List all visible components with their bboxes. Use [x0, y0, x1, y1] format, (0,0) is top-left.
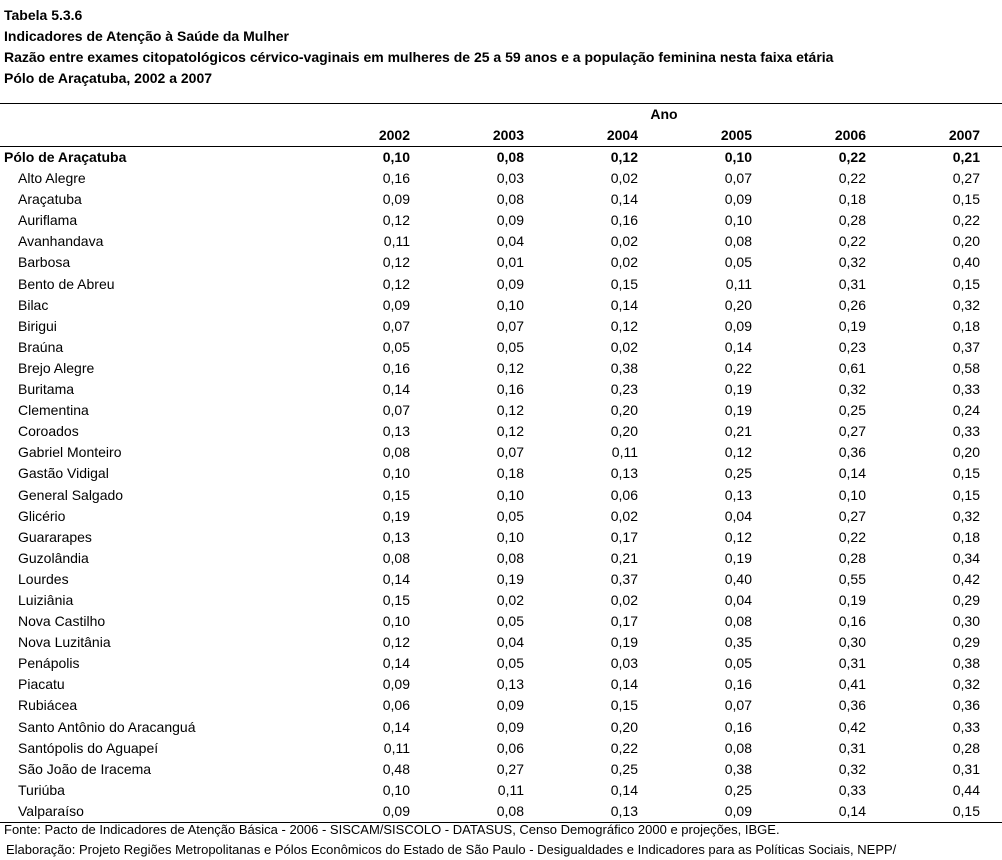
table-cell: 0,14 — [610, 676, 638, 693]
table-cell: 0,22 — [838, 149, 866, 165]
table-row — [0, 231, 1002, 252]
table-cell: 0,09 — [496, 718, 524, 735]
table-cell: 0,16 — [496, 381, 524, 398]
table-row — [0, 274, 1002, 295]
row-label: Clementina — [18, 402, 89, 419]
table-cell: 0,03 — [610, 655, 638, 672]
table-cell: 0,04 — [496, 233, 524, 250]
table-cell: 0,61 — [838, 359, 866, 376]
table-cell: 0,12 — [724, 444, 752, 461]
table-region-period: Pólo de Araçatuba, 2002 a 2007 — [4, 70, 213, 86]
table-cell: 0,24 — [952, 402, 980, 419]
table-cell: 0,42 — [838, 718, 866, 735]
table-title: Indicadores de Atenção à Saúde da Mulher — [4, 28, 289, 44]
table-cell: 0,04 — [724, 507, 752, 524]
table-cell: 0,28 — [838, 212, 866, 229]
table-cell: 0,27 — [838, 507, 866, 524]
table-cell: 0,30 — [838, 634, 866, 651]
table-cell: 0,11 — [383, 233, 410, 250]
row-label: São João de Iracema — [18, 760, 152, 777]
table-cell: 0,21 — [610, 549, 638, 566]
table-cell: 0,12 — [496, 402, 524, 419]
table-row — [0, 590, 1002, 611]
table-cell: 0,18 — [952, 528, 980, 545]
table-cell: 0,38 — [724, 760, 752, 777]
table-cell: 0,11 — [497, 781, 524, 798]
table-cell: 0,13 — [724, 486, 752, 503]
table-cell: 0,11 — [611, 444, 638, 461]
table-cell: 0,40 — [724, 570, 752, 587]
table-cell: 0,18 — [496, 465, 524, 482]
table-row — [0, 569, 1002, 590]
table-cell: 0,12 — [382, 212, 410, 229]
table-cell: 0,08 — [724, 233, 752, 250]
table-row — [0, 527, 1002, 548]
table-cell: 0,33 — [838, 781, 866, 798]
row-label: Avanhandava — [18, 233, 104, 250]
table-cell: 0,15 — [382, 486, 410, 503]
table-cell: 0,12 — [610, 317, 638, 334]
table-cell: 0,12 — [724, 528, 752, 545]
table-cell: 0,19 — [496, 570, 524, 587]
table-cell: 0,10 — [838, 486, 866, 503]
table-cell: 0,19 — [724, 549, 752, 566]
table-cell: 0,09 — [496, 275, 524, 292]
table-cell: 0,21 — [952, 149, 980, 165]
year-group-label: Ano — [650, 106, 678, 122]
year-header-row — [0, 124, 1002, 147]
table-cell: 0,19 — [838, 591, 866, 608]
table-cell: 0,08 — [724, 739, 752, 756]
row-label: Bilac — [18, 296, 49, 313]
table-cell: 0,32 — [952, 507, 980, 524]
table-row — [0, 442, 1002, 463]
table-cell: 0,05 — [496, 507, 524, 524]
row-label: Lourdes — [18, 570, 69, 587]
row-label: Gastão Vidigal — [18, 465, 109, 482]
table-row — [0, 717, 1002, 738]
table-cell: 0,21 — [724, 423, 752, 440]
row-label: Barbosa — [18, 254, 71, 271]
table-cell: 0,31 — [838, 275, 866, 292]
row-label: Brejo Alegre — [18, 359, 95, 376]
table-cell: 0,14 — [382, 655, 410, 672]
table-cell: 0,19 — [838, 317, 866, 334]
row-label: Piacatu — [18, 676, 65, 693]
source-note: Fonte: Pacto de Indicadores de Atenção Básica - 2006 - SISCAM/SISCOLO - DATASUS, Censo Demográfico 2000 e projeções, IBGE. — [4, 822, 780, 837]
table-cell: 0,09 — [496, 697, 524, 714]
table-cell: 0,05 — [724, 254, 752, 271]
table-cell: 0,58 — [952, 359, 980, 376]
table-row — [0, 295, 1002, 316]
table-cell: 0,14 — [610, 781, 638, 798]
table-cell: 0,32 — [952, 296, 980, 313]
row-label: Luiziânia — [18, 591, 74, 608]
table-cell: 0,55 — [838, 570, 866, 587]
table-row — [0, 379, 1002, 400]
table-cell: 0,14 — [838, 802, 866, 819]
table-cell: 0,15 — [610, 275, 638, 292]
table-cell: 0,03 — [496, 170, 524, 187]
table-cell: 0,07 — [724, 170, 752, 187]
table-row — [0, 189, 1002, 210]
table-cell: 0,22 — [838, 233, 866, 250]
table-cell: 0,09 — [724, 317, 752, 334]
row-label: Bento de Abreu — [18, 275, 115, 292]
table-row — [0, 780, 1002, 801]
row-label: Guararapes — [18, 528, 92, 545]
row-label: Nova Luzitânia — [18, 634, 111, 651]
table-cell: 0,02 — [610, 591, 638, 608]
table-cell: 0,09 — [382, 191, 410, 208]
table-cell: 0,16 — [838, 613, 866, 630]
table-cell: 0,25 — [838, 402, 866, 419]
table-cell: 0,44 — [952, 781, 980, 798]
table-number: Tabela 5.3.6 — [4, 7, 83, 23]
table-cell: 0,27 — [496, 760, 524, 777]
table-cell: 0,05 — [382, 338, 410, 355]
table-cell: 0,20 — [610, 402, 638, 419]
row-label: Pólo de Araçatuba — [4, 149, 127, 165]
table-cell: 0,31 — [838, 655, 866, 672]
table-subtitle: Razão entre exames citopatológicos cérvico-vaginais em mulheres de 25 a 59 anos e a população feminina nesta faixa etária — [4, 49, 834, 65]
table-cell: 0,16 — [724, 676, 752, 693]
table-cell: 0,18 — [838, 191, 866, 208]
table-cell: 0,14 — [610, 191, 638, 208]
row-label: Coroados — [18, 423, 79, 440]
table-cell: 0,27 — [952, 170, 980, 187]
table-row — [0, 337, 1002, 358]
table-cell: 0,15 — [952, 191, 980, 208]
table-row — [0, 611, 1002, 632]
table-cell: 0,36 — [838, 697, 866, 714]
table-cell: 0,12 — [496, 423, 524, 440]
table-cell: 0,33 — [952, 423, 980, 440]
table-row — [0, 485, 1002, 506]
table-cell: 0,08 — [382, 444, 410, 461]
table-cell: 0,25 — [724, 781, 752, 798]
table-cell: 0,10 — [724, 212, 752, 229]
table-cell: 0,31 — [838, 739, 866, 756]
table-cell: 0,25 — [610, 760, 638, 777]
table-cell: 0,14 — [382, 381, 410, 398]
table-cell: 0,07 — [382, 317, 410, 334]
table-cell: 0,10 — [496, 528, 524, 545]
table-cell: 0,09 — [382, 296, 410, 313]
row-label: Glicério — [18, 507, 66, 524]
table-cell: 0,37 — [952, 338, 980, 355]
table-cell: 0,22 — [952, 212, 980, 229]
table-row — [0, 738, 1002, 759]
table-cell: 0,48 — [382, 760, 410, 777]
table-cell: 0,22 — [838, 528, 866, 545]
table-row — [0, 759, 1002, 780]
table-cell: 0,08 — [496, 802, 524, 819]
table-footer — [4, 820, 1002, 860]
row-label: Santópolis do Aguapeí — [18, 739, 159, 756]
table-cell: 0,16 — [382, 170, 410, 187]
table-cell: 0,33 — [952, 381, 980, 398]
table-cell: 0,13 — [610, 802, 638, 819]
table-cell: 0,11 — [383, 739, 410, 756]
table-cell: 0,19 — [610, 634, 638, 651]
table-row — [0, 400, 1002, 421]
table-cell: 0,07 — [724, 697, 752, 714]
table-cell: 0,08 — [724, 613, 752, 630]
row-label: General Salgado — [18, 486, 124, 503]
table-cell: 0,29 — [952, 634, 980, 651]
table-row — [0, 168, 1002, 189]
table-cell: 0,15 — [610, 697, 638, 714]
table-cell: 0,02 — [610, 254, 638, 271]
table-cell: 0,25 — [724, 465, 752, 482]
table-cell: 0,08 — [496, 191, 524, 208]
table-cell: 0,40 — [952, 254, 980, 271]
table-cell: 0,04 — [724, 591, 752, 608]
table-cell: 0,10 — [382, 465, 410, 482]
table-cell: 0,10 — [496, 296, 524, 313]
table-cell: 0,05 — [496, 338, 524, 355]
table-cell: 0,16 — [610, 212, 638, 229]
year-header: 2006 — [834, 127, 866, 143]
table-cell: 0,10 — [496, 486, 524, 503]
table-cell: 0,26 — [838, 296, 866, 313]
table-cell: 0,01 — [496, 254, 524, 271]
table-cell: 0,15 — [952, 465, 980, 482]
table-cell: 0,36 — [952, 697, 980, 714]
table-cell: 0,33 — [952, 718, 980, 735]
table-row — [0, 252, 1002, 273]
table-cell: 0,31 — [952, 760, 980, 777]
table-cell: 0,12 — [382, 275, 410, 292]
table-cell: 0,13 — [496, 676, 524, 693]
table-cell: 0,02 — [610, 170, 638, 187]
table-cell: 0,20 — [952, 444, 980, 461]
row-label: Rubiácea — [18, 697, 78, 714]
row-label: Birigui — [18, 317, 57, 334]
table-cell: 0,09 — [724, 191, 752, 208]
table-cell: 0,10 — [382, 149, 410, 165]
table-cell: 0,10 — [382, 781, 410, 798]
table-cell: 0,10 — [382, 613, 410, 630]
table-cell: 0,32 — [838, 760, 866, 777]
table-row — [0, 210, 1002, 231]
table-cell: 0,08 — [496, 149, 524, 165]
table-cell: 0,12 — [610, 149, 638, 165]
table-cell: 0,41 — [838, 676, 866, 693]
table-cell: 0,22 — [610, 739, 638, 756]
table-cell: 0,07 — [496, 317, 524, 334]
table-cell: 0,29 — [952, 591, 980, 608]
table-cell: 0,28 — [838, 549, 866, 566]
table-cell: 0,12 — [382, 254, 410, 271]
table-cell: 0,19 — [382, 507, 410, 524]
table-cell: 0,12 — [496, 359, 524, 376]
table-cell: 0,15 — [952, 275, 980, 292]
table-cell: 0,19 — [724, 381, 752, 398]
table-row — [0, 316, 1002, 337]
table-cell: 0,15 — [952, 486, 980, 503]
table-cell: 0,14 — [610, 296, 638, 313]
table-cell: 0,22 — [724, 359, 752, 376]
row-label: Santo Antônio do Aracanguá — [18, 718, 196, 735]
table-cell: 0,20 — [724, 296, 752, 313]
table-cell: 0,20 — [952, 233, 980, 250]
table-cell: 0,23 — [838, 338, 866, 355]
year-header: 2007 — [948, 127, 980, 143]
table-cell: 0,14 — [382, 570, 410, 587]
table-cell: 0,05 — [496, 613, 524, 630]
table-cell: 0,10 — [724, 149, 752, 165]
table-cell: 0,05 — [496, 655, 524, 672]
table-cell: 0,09 — [382, 676, 410, 693]
table-cell: 0,06 — [382, 697, 410, 714]
table-row — [0, 421, 1002, 442]
year-header: 2005 — [720, 127, 752, 143]
name-column-header — [0, 124, 280, 146]
table-cell: 0,08 — [496, 549, 524, 566]
table-cell: 0,13 — [610, 465, 638, 482]
table-cell: 0,02 — [496, 591, 524, 608]
table-cell: 0,12 — [382, 634, 410, 651]
table-cell: 0,23 — [610, 381, 638, 398]
table-cell: 0,22 — [838, 170, 866, 187]
table-cell: 0,36 — [838, 444, 866, 461]
table-cell: 0,32 — [838, 381, 866, 398]
table-cell: 0,06 — [610, 486, 638, 503]
table-cell: 0,34 — [952, 549, 980, 566]
table-row — [0, 674, 1002, 695]
table-cell: 0,30 — [952, 613, 980, 630]
table-cell: 0,14 — [724, 338, 752, 355]
table-cell: 0,28 — [952, 739, 980, 756]
table-cell: 0,02 — [610, 507, 638, 524]
column-group-header — [0, 103, 1002, 124]
row-label: Nova Castilho — [18, 613, 106, 630]
row-label: Araçatuba — [18, 191, 82, 208]
table-cell: 0,04 — [496, 634, 524, 651]
row-label: Guzolândia — [18, 549, 89, 566]
table-cell: 0,42 — [952, 570, 980, 587]
table-cell: 0,37 — [610, 570, 638, 587]
table-cell: 0,35 — [724, 634, 752, 651]
table-cell: 0,38 — [610, 359, 638, 376]
table-row — [0, 695, 1002, 716]
row-label: Valparaíso — [18, 802, 84, 819]
table-cell: 0,02 — [610, 338, 638, 355]
table-cell: 0,05 — [724, 655, 752, 672]
table-cell: 0,20 — [610, 718, 638, 735]
table-cell: 0,13 — [382, 423, 410, 440]
table-cell: 0,17 — [610, 613, 638, 630]
year-header: 2003 — [492, 127, 524, 143]
table-cell: 0,09 — [382, 802, 410, 819]
table-cell: 0,19 — [724, 402, 752, 419]
table-row — [0, 653, 1002, 674]
table-cell: 0,32 — [952, 676, 980, 693]
table-cell: 0,18 — [952, 317, 980, 334]
table-cell: 0,07 — [382, 402, 410, 419]
table-cell: 0,02 — [610, 233, 638, 250]
year-header: 2004 — [606, 127, 638, 143]
table-cell: 0,16 — [382, 359, 410, 376]
row-label: Braúna — [18, 338, 64, 355]
table-row — [0, 548, 1002, 569]
row-label: Auriflama — [18, 212, 78, 229]
table-cell: 0,20 — [610, 423, 638, 440]
table-header — [4, 5, 1002, 89]
table-row — [0, 463, 1002, 484]
elaboration-note: Elaboração: Projeto Regiões Metropolitanas e Pólos Econômicos do Estado de São Paulo - Desigualdades e Indicadores para as Políticas Sociais, NEPP/ — [6, 842, 897, 857]
table-cell: 0,27 — [838, 423, 866, 440]
table-cell: 0,15 — [382, 591, 410, 608]
table-body — [0, 147, 1002, 823]
table-cell: 0,14 — [838, 465, 866, 482]
table-row — [0, 506, 1002, 527]
row-label: Buritama — [18, 381, 75, 398]
table-row — [0, 358, 1002, 379]
row-label: Turiúba — [18, 781, 65, 798]
table-cell: 0,13 — [382, 528, 410, 545]
table-cell: 0,15 — [952, 802, 980, 819]
table-cell: 0,09 — [496, 212, 524, 229]
table-cell: 0,08 — [382, 549, 410, 566]
row-label: Gabriel Monteiro — [18, 444, 122, 461]
table-cell: 0,38 — [952, 655, 980, 672]
table-cell: 0,32 — [838, 254, 866, 271]
table-row-total — [0, 147, 1002, 168]
table-cell: 0,07 — [496, 444, 524, 461]
table-row — [0, 632, 1002, 653]
table-cell: 0,16 — [724, 718, 752, 735]
row-label: Alto Alegre — [18, 170, 86, 187]
table-cell: 0,17 — [610, 528, 638, 545]
table-cell: 0,09 — [724, 802, 752, 819]
year-header: 2002 — [378, 127, 410, 143]
data-table — [0, 103, 1002, 823]
row-label: Penápolis — [18, 655, 80, 672]
table-cell: 0,11 — [725, 275, 752, 292]
table-cell: 0,06 — [496, 739, 524, 756]
table-cell: 0,14 — [382, 718, 410, 735]
